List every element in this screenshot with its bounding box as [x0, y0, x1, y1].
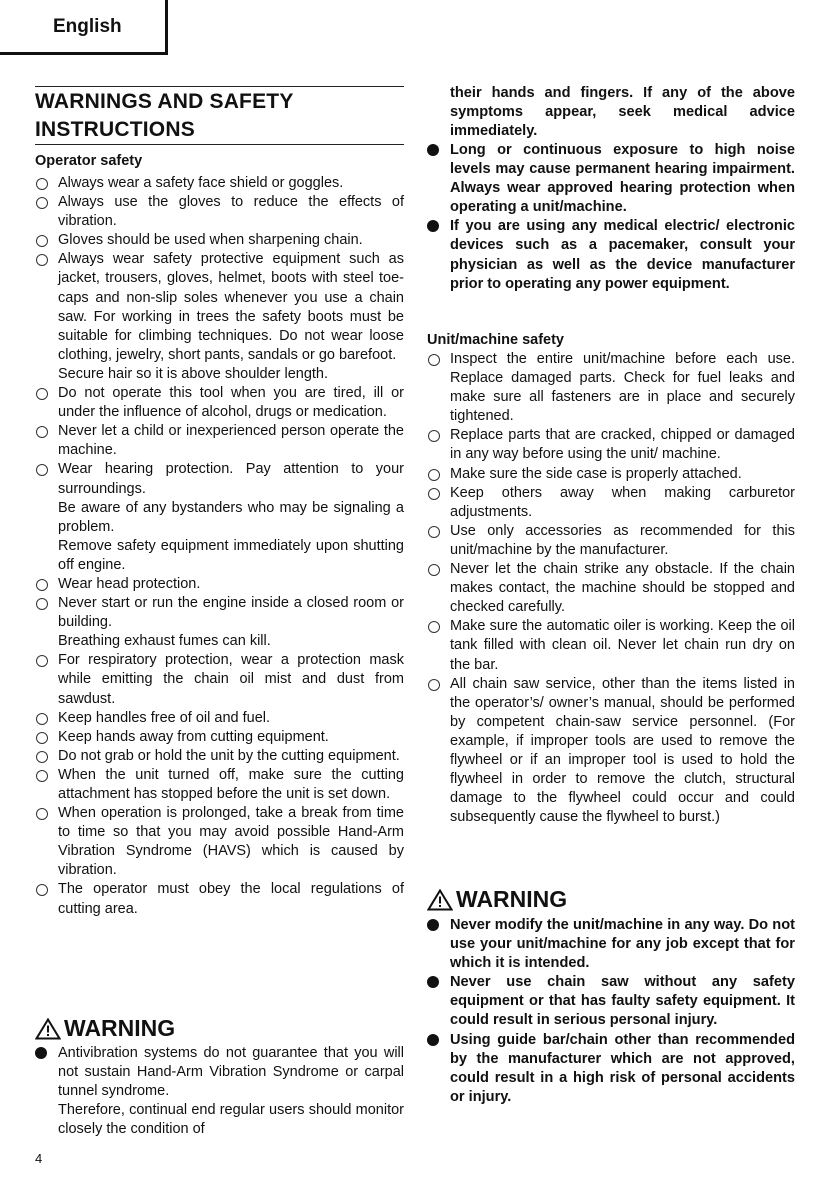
item-text: Gloves should be used when sharpening chain. — [58, 232, 363, 249]
list-item — [427, 522, 795, 560]
item-text: Keep others away when making carburetor adjustments. — [450, 484, 795, 520]
item-text: Therefore, continual end regular users should monitor closely the condition of — [58, 1102, 404, 1138]
list-item — [35, 575, 404, 594]
circle-bullet-icon — [428, 488, 440, 500]
list-item — [427, 484, 795, 522]
item-text: The operator must obey the local regulations of cutting area. — [58, 881, 404, 917]
left-warning-list — [35, 1044, 404, 1139]
item-text: Keep hands away from cutting equipment. — [58, 728, 329, 745]
item-text: Keep handles free of oil and fuel. — [58, 709, 271, 726]
list-item — [35, 804, 404, 880]
language-tab — [0, 0, 168, 55]
item-text: When the unit turned off, make sure the cutting attachment has stopped before the unit is set down. — [58, 766, 404, 802]
list-item — [35, 231, 404, 250]
list-item — [427, 465, 795, 484]
list-item — [427, 217, 795, 293]
item-text: Never use chain saw without any safety equipment or that has faulty safety equipment. It could result in serious personal injury. — [450, 974, 795, 1029]
page-title-line2: INSTRUCTIONS — [35, 118, 195, 141]
filled-bullet-icon — [427, 976, 439, 988]
list-item — [35, 422, 404, 460]
circle-bullet-icon — [428, 430, 440, 442]
item-text: Inspect the entire unit/machine before each use. Replace damaged parts. Check for fuel leaks and make sure all fasteners are in place and securely tightened. — [450, 351, 795, 425]
item-text: If you are using any medical electric/ electronic devices such as a pacemaker, consult your physician as well as the device manufacturer prior to operating any power equipment. — [450, 218, 795, 292]
unit-machine-safety-heading: Unit/machine safety — [427, 332, 564, 348]
item-text: Always wear a safety face shield or goggles. — [58, 175, 344, 191]
list-item — [35, 766, 404, 804]
circle-bullet-icon — [36, 770, 48, 782]
item-text: Make sure the automatic oiler is working. Keep the oil tank filled with clean oil. Never let chain run dry on the bar. — [450, 618, 795, 673]
hearing-medical-warnings — [427, 141, 795, 294]
item-text: For respiratory protection, wear a protection mask while emitting the chain oil mist and dust from sawdust. — [58, 652, 404, 707]
item-text: Antivibration systems do not guarantee that you will not sustain Hand-Arm Vibration Syndrome or carpal tunnel syndrome. — [58, 1045, 404, 1100]
list-item — [35, 1044, 404, 1139]
item-text: Replace parts that are cracked, chipped or damaged in any way before using the unit/ machine. — [450, 427, 795, 463]
list-item — [35, 709, 404, 728]
item-text: Never modify the unit/machine in any way. Do not use your unit/machine for any job except that for which it is intended. — [450, 917, 795, 972]
item-text: Use only accessories as recommended for this unit/machine by the manufacturer. — [450, 522, 795, 558]
list-item — [427, 973, 795, 1030]
right-warning-title: WARNING — [456, 886, 568, 912]
list-item — [35, 174, 404, 193]
circle-bullet-icon — [36, 235, 48, 247]
list-item — [427, 675, 795, 828]
list-item — [35, 747, 404, 766]
list-item — [35, 460, 404, 575]
filled-bullet-icon — [35, 1047, 47, 1059]
item-text: Breathing exhaust fumes can kill. — [58, 633, 271, 650]
circle-bullet-icon — [36, 713, 48, 725]
circle-bullet-icon — [36, 598, 48, 610]
list-item — [427, 916, 795, 973]
list-item — [427, 141, 795, 217]
right-warning-heading — [427, 886, 567, 913]
item-text: Make sure the side case is properly attached. — [450, 465, 742, 482]
warning-triangle-icon — [35, 1018, 61, 1040]
continued-warning-text — [427, 84, 795, 141]
item-text: Wear head protection. — [58, 575, 201, 592]
list-item — [35, 594, 404, 651]
left-warning-heading — [35, 1015, 175, 1042]
circle-bullet-icon — [36, 426, 48, 438]
item-text: Never let the chain strike any obstacle. If the chain makes contact, the machine should be stopped and checked carefully. — [450, 561, 795, 616]
circle-bullet-icon — [36, 178, 48, 190]
circle-bullet-icon — [428, 469, 440, 481]
list-item — [35, 193, 404, 231]
circle-bullet-icon — [36, 884, 48, 896]
item-text: Remove safety equipment immediately upon shutting off engine. — [58, 537, 404, 573]
unit-machine-safety-list — [427, 350, 795, 827]
item-text: Long or continuous exposure to high noise levels may cause permanent hearing impairment. Always wear approved hearing protection when operating a unit/machine. — [450, 142, 795, 216]
language-label: English — [53, 16, 122, 37]
page-number: 4 — [35, 1151, 43, 1166]
page-title-line1: WARNINGS AND SAFETY — [35, 90, 294, 113]
circle-bullet-icon — [428, 679, 440, 691]
left-warning-title: WARNING — [64, 1015, 176, 1041]
circle-bullet-icon — [36, 464, 48, 476]
list-item — [35, 250, 404, 384]
operator-safety-heading: Operator safety — [35, 153, 143, 169]
continued-text: their hands and fingers. If any of the above symptoms appear, seek medical advice immediately. — [450, 85, 795, 140]
item-text: Always use the gloves to reduce the effects of vibration. — [58, 194, 404, 230]
circle-bullet-icon — [36, 732, 48, 744]
filled-bullet-icon — [427, 144, 439, 156]
item-text: Using guide bar/chain other than recommended by the manufacturer which are not approved, could result in a high risk of personal accidents or injury. — [450, 1031, 795, 1105]
right-warning-list — [427, 916, 795, 1107]
item-text: Do not grab or hold the unit by the cutting equipment. — [58, 747, 400, 764]
list-item — [35, 384, 404, 422]
item-text: Secure hair so it is above shoulder length. — [58, 365, 329, 382]
item-text: All chain saw service, other than the items listed in the operator’s/ owner’s manual, should be performed by competent chain-saw service personnel. (For example, if improper tools are used to remove the flywheel or if an improper tool is used to hold the flywheel in order to remove the clutch, structural damage to the flywheel could occur and could subsequently cause the flywheel to burst.) — [450, 675, 795, 826]
title-rule-bottom — [35, 144, 404, 145]
circle-bullet-icon — [428, 564, 440, 576]
circle-bullet-icon — [36, 197, 48, 209]
continued-item — [427, 84, 795, 141]
item-text: Never start or run the engine inside a closed room or building. — [58, 595, 404, 631]
filled-bullet-icon — [427, 220, 439, 232]
item-text: Always wear safety protective equipment such as jacket, trousers, gloves, helmet, boots with steel toe-caps and non-slip soles whenever you use a chain saw. For working in trees the safety boots must be suitable for climbing techniques. Do not wear loose clothing, jewelry, short pants, sandals or go barefoot. — [58, 251, 404, 363]
circle-bullet-icon — [428, 526, 440, 538]
list-item — [35, 880, 404, 918]
list-item — [427, 426, 795, 464]
circle-bullet-icon — [428, 621, 440, 633]
circle-bullet-icon — [428, 354, 440, 366]
circle-bullet-icon — [36, 388, 48, 400]
circle-bullet-icon — [36, 655, 48, 667]
item-text: Never let a child or inexperienced person operate the machine. — [58, 423, 404, 459]
item-text: Wear hearing protection. Pay attention to your surroundings. — [58, 461, 404, 497]
item-text: When operation is prolonged, take a break from time to time so that you may avoid possible Hand-Arm Vibration Syndrome (HAVS) which is caused by vibration. — [58, 805, 404, 879]
list-item — [427, 1031, 795, 1107]
list-item — [427, 617, 795, 674]
title-rule-top — [35, 86, 404, 87]
list-item — [427, 560, 795, 617]
list-item — [35, 728, 404, 747]
circle-bullet-icon — [36, 579, 48, 591]
list-item — [427, 350, 795, 426]
circle-bullet-icon — [36, 808, 48, 820]
operator-safety-list — [35, 174, 404, 919]
warning-triangle-icon — [427, 889, 453, 911]
list-item — [35, 651, 404, 708]
circle-bullet-icon — [36, 751, 48, 763]
circle-bullet-icon — [36, 254, 48, 266]
item-text: Be aware of any bystanders who may be signaling a problem. — [58, 499, 404, 535]
filled-bullet-icon — [427, 1034, 439, 1046]
filled-bullet-icon — [427, 919, 439, 931]
item-text: Do not operate this tool when you are tired, ill or under the influence of alcohol, drugs or medication. — [58, 385, 404, 421]
